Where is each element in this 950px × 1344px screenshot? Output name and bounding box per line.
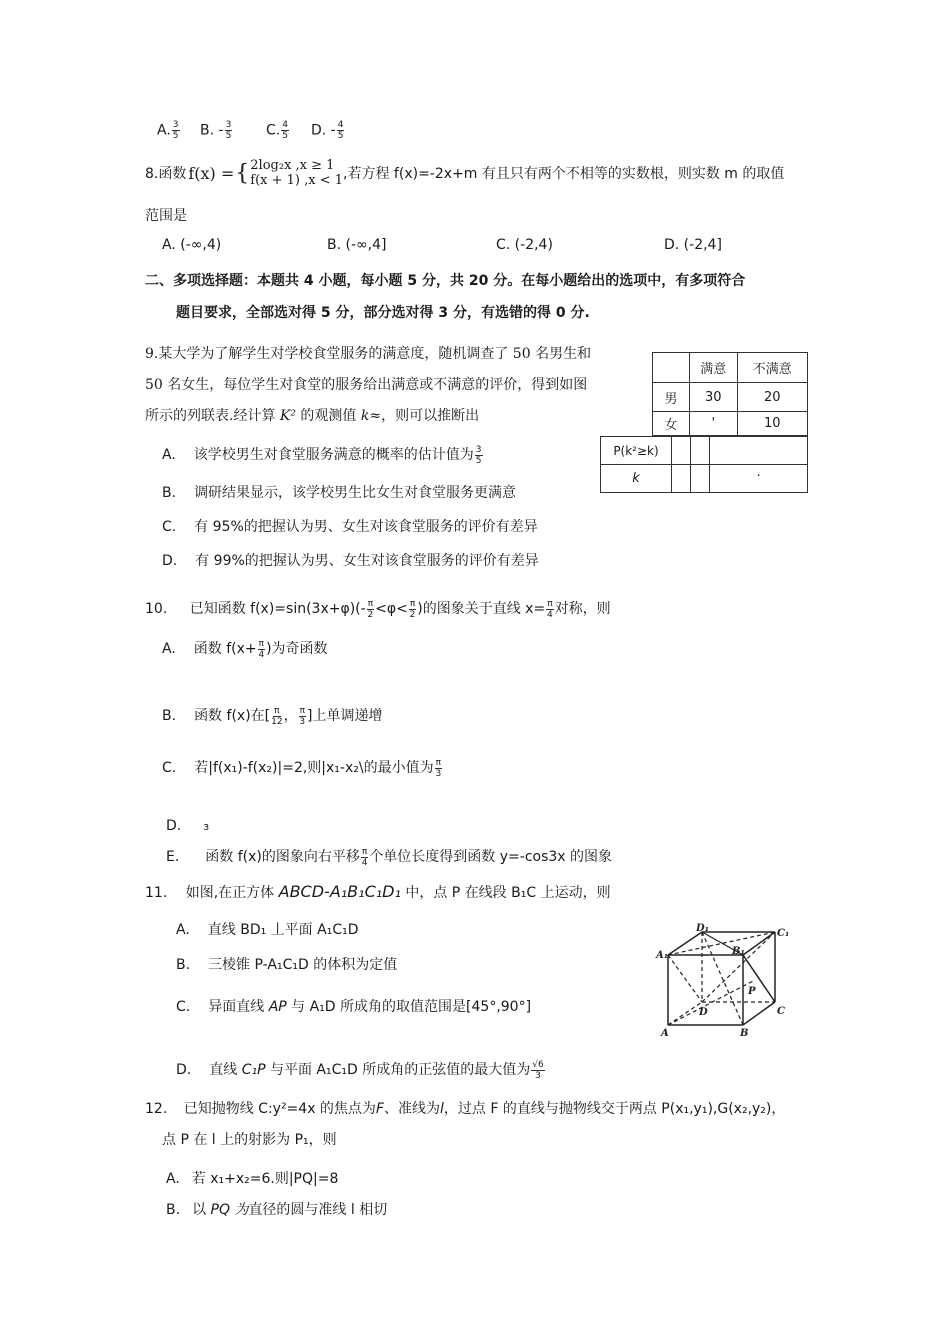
label-D1: D₁ [696, 923, 710, 934]
cell-mark: . [710, 465, 808, 493]
row-label-probability: P(k²≥k) [601, 437, 672, 465]
row-label-k: k [601, 465, 672, 493]
q10-option-b: B. 函数 f(x)在[ $\frac{\pi}{12}$ ， $\frac{\pi}{3}$ ]上单调递增 [162, 705, 383, 727]
cube-figure [650, 922, 795, 1044]
label-A1: A₁ [656, 950, 669, 961]
q9-line3: 所示的列联表.经计算 K² 的观测值 k≈，则可以推断出 [145, 408, 480, 424]
label-B: B [740, 1028, 749, 1039]
cell: 10 [737, 412, 807, 436]
q10-option-d: D. ɜ [166, 818, 210, 834]
row-label-male: 男 [653, 383, 690, 412]
q9-contingency-table [652, 352, 808, 436]
q7-option-a: A. $\frac{3}{5}$ [157, 120, 179, 141]
q8-case-2: f(x + 1) ,x < 1 [250, 173, 344, 188]
section2-heading-line1: 二、多项选择题：本题共 4 小题，每小题 5 分，共 20 分。在每小题给出的选项中，有多项符合 [145, 273, 746, 289]
row-label-female: 女 [653, 412, 690, 436]
q12-line1: 12. 已知抛物线 C:y²=4x 的焦点为F、准线为l，过点 F 的直线与抛物线交于两点 P(x₁,y₁),G(x₂,y₂)， [145, 1101, 786, 1117]
q8-case-1: 2log₂x ,x ≥ 1 [250, 158, 335, 173]
label-B1: B₁ [732, 946, 745, 957]
q9-option-b: B. 调研结果显示，该学校男生比女生对食堂服务更满意 [162, 485, 517, 501]
q11-option-c: C. 异面直线 AP 与 A₁D 所成角的取值范围是[45°,90°] [176, 999, 532, 1015]
q9-line2: 50 名女生，每位学生对食堂的服务给出满意或不满意的评价，得到如图 [145, 377, 588, 393]
label-C: C [777, 1006, 785, 1017]
header-satisfied: 满意 [690, 353, 738, 383]
q11-option-a: A. 直线 BD₁ 丄平面 A₁C₁D [176, 922, 359, 938]
q8-option-a: A. (-∞,4) [162, 237, 222, 253]
header-unsatisfied: 不满意 [737, 353, 807, 383]
label-A: A [661, 1028, 669, 1039]
q8-stem: 8.函数 f(x) = { 2log₂x ,x ≥ 1 f(x + 1) ,x < 1 ,若方程 f(x)=-2x+m 有且只有两个不相等的实数根，则实数 m 的取值 [145, 158, 785, 188]
q9-line1: 9.某大学为了解学生对学校食堂服务的满意度，随机调查了 50 名男生和 [145, 346, 592, 362]
q11-option-d: D. 直线 C₁P 与平面 A₁C₁D 所成角的正弦值的最大值为 $\frac{√6}{3}$ [176, 1059, 544, 1081]
q12-option-a: A. 若 x₁+x₂=6.则|PQ|=8 [166, 1171, 339, 1187]
q7-option-c: C. $\frac{4}{5}$ [266, 120, 288, 141]
label-C1: C₁ [777, 928, 790, 939]
label-D: D [699, 1007, 708, 1018]
q8-line2: 范围是 [145, 208, 187, 224]
q9-option-a: A. 该学校男生对食堂服务满意的概率的估计值为 $\frac{3}{5}$ [162, 444, 482, 466]
q9-option-d: D. 有 99%的把握认为男、女生对该食堂服务的评价有差异 [162, 553, 539, 569]
q11-option-b: B. 三棱锥 P-A₁C₁D 的体积为定值 [176, 957, 398, 973]
q10-stem: 10. 已知函数 f(x)=sin(3x+φ)(- $\frac{\pi}{2}$ <φ< $\frac{\pi}{2}$ )的图象关于直线 x= $\frac{\pi}{4}$ 对称，则 [145, 598, 611, 620]
q7-option-b: B. - $\frac{3}{5}$ [200, 120, 232, 141]
q12-option-b: B. 以 PQ 为直径的圆与准线 l 相切 [166, 1202, 388, 1218]
q10-option-a: A. 函数 f(x+ $\frac{\pi}{4}$ )为奇函数 [162, 638, 328, 660]
cell: 20 [737, 383, 807, 412]
q8-option-b: B. (-∞,4] [327, 237, 387, 253]
q8-option-d: D. (-2,4] [664, 237, 722, 253]
section2-heading-line2: 题目要求，全部选对得 5 分，部分选对得 3 分，有选错的得 0 分. [176, 305, 590, 321]
cell: 30 [690, 383, 738, 412]
q9-option-c: C. 有 95%的把握认为男、女生对该食堂服务的评价有差异 [162, 519, 538, 535]
q8-option-c: C. (-2,4) [496, 237, 553, 253]
cell: ' [690, 412, 738, 436]
q9-critical-value-table [600, 436, 808, 493]
q12-line2: 点 P 在 l 上的射影为 P₁，则 [162, 1132, 337, 1148]
q10-option-e: E. 函数 f(x)的图象向右平移 $\frac{\pi}{4}$ 个单位长度得到函数 y=-cos3x 的图象 [166, 846, 613, 868]
q11-stem: 11. 如图,在正方体 ABCD-A₁B₁C₁D₁ 中，点 P 在线段 B₁C 上运动，则 [145, 882, 611, 901]
q7-option-d: D. - $\frac{4}{5}$ [311, 120, 344, 141]
label-P: P [748, 986, 756, 997]
q10-option-c: C. 若|f(x₁)-f(x₂)|=2,则|x₁-x₂\的最小值为 $\frac{\pi}{3}$ [162, 757, 442, 779]
